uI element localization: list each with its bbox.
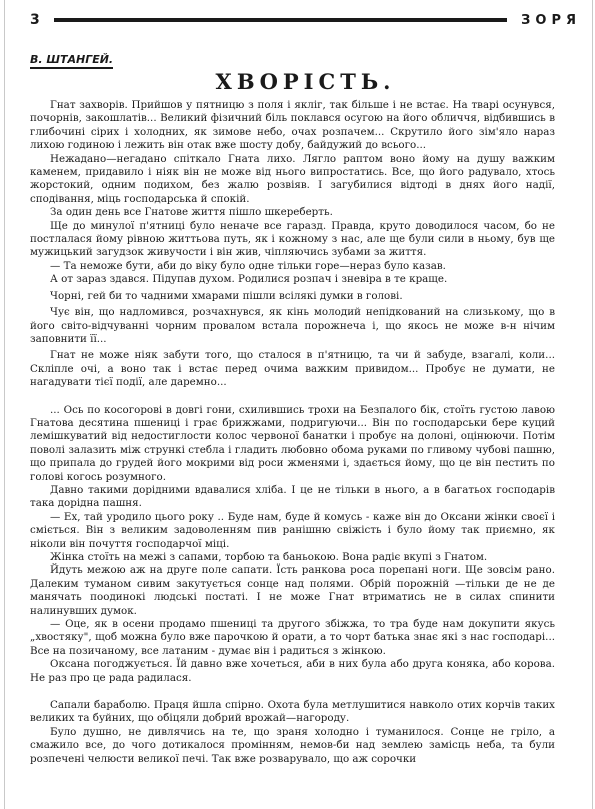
story-body (30, 99, 555, 766)
paragraph: Жінка стоїть на межі з сапами, торбою та баньокою. Вона радіє вкупі з Гнатом. (50, 551, 488, 563)
journal-title: ЗОРЯ (521, 12, 581, 28)
story-title: ХВОРІСТЬ. (215, 69, 396, 94)
header-rule (54, 18, 507, 22)
author-name: В. ШТАНГЕЙ. (30, 53, 113, 69)
story-section-3 (30, 699, 555, 766)
paragraph: Сапали бараболю. Праця йшла спірно. Охота була метлушитися навколо отих корчів таких великих та буйних, що обіцяли добрий врожай—нагороду. (30, 699, 555, 725)
page-edge-line (4, 0, 5, 809)
paragraph: ... Ось по косогорові в довгі гони, схилившись трохи на Безпалого бік, стоїть густою лавою Гнатова десятина пшениці і грає брижжами, подригуючи... Він по господарськи бере куций лемішкуватий від недостиглости колос червоної банатки і пробує на долоні, оцінюючи. Потім поволі залазить між стрункі стебла і гладить любовно обома руками по гливому чубові пашню, що припала до грудей його мокрими від роси жменями і, здається йому, що це він пестить по голові когось розумного. (30, 403, 555, 483)
author-row (30, 48, 581, 66)
paragraph: А от зараз здався. Підупав духом. Родилися розпач і зневіра в те краще. (50, 273, 448, 286)
paragraph: Чує він, що надломився, розчахнувся, як кінь молодий непідкований на слизькому, що в його світо-відчуванні чорним провалом встала порожнеча і, що якось не може в-н нічим заповнити її... (30, 306, 555, 345)
paragraph: Йдуть межою аж на друге поле сапати. Їсть ранкова роса порепані ноги. Ще зовсім рано. Далеким туманом сивим закутується сонце над полями. Обрій порожній —тільки де не де манячать поодинокі людські постаті. І не може Гнат втриматись не в силах спинити налинувших думок. (30, 564, 555, 617)
page-number: 3 (30, 12, 40, 28)
paragraph: Гнат захворів. Прийшов у пятницю з поля і якліг, так більше і не встає. На тварі осунувся, почорнів, закошлатів... Великий фізичний біль поклався осугою на його обличчя, відбившись в глибочині сірих і холодних, як зимове небо, очах розпачем... Скрутило його зім'яло нараз лихою годиною і лежить він отак вже шосту добу, байдужий до всього... (30, 99, 555, 152)
paragraph: Було душно, не дивлячись на те, що зраня холодно і туманилося. Сонце не гріло, а смажило все, до чого дотикалося промінням, немов-би над землею замісць неба, та були розпечені челюсти великої печі. Так вже розварувало, що аж сорочки (30, 725, 555, 765)
paragraph: — Ех, тай уродило цього року .. Буде нам, буде й комусь - каже він до Оксани жінки своєї і сміється. Він з великим задоволенням пив ранішню свіжість і було йому так приємно, як ніколи він почуття господарчої міці. (30, 510, 555, 550)
paragraph: Давно такими дорідними вдавалися хліба. І це не тільки в нього, а в багатьох господарів така дорідна пашня. (30, 483, 555, 510)
story-section-1 (30, 99, 555, 390)
page-edge-line (592, 0, 593, 809)
paragraph: Гнат не може ніяк забути того, що сталося в п'ятницю, та чи й забуде, взагалі, коли... Скліпле очі, а воно так і встає перед очима важким привидом... Пробує не думати, не нагадувати тієї події, але даремно... (30, 349, 555, 389)
paragraph: За один день все Гнатове життя пішло шкереберть. (50, 206, 333, 219)
section-break (30, 685, 555, 699)
paragraph: — Оце, як в осени продамо пшениці та другого збіжжа, то тра буде нам докупити якусь „хвостяку", щоб можна було вже парочкою й орати, а то чорт батька знає які з нас господарі... Все на позичаному, все латаним - думає він і радиться з жінкою. (30, 618, 555, 657)
running-header (30, 10, 581, 30)
section-break (30, 390, 555, 404)
paragraph: Оксана погоджується. Їй давно вже хочеться, аби в них була або друга коняка, або корова. Не раз про це рада радилася. (30, 658, 555, 684)
paragraph: Ще до минулої п'ятниці було неначе все гаразд. Правда, круто доводилося часом, бо не постлалася йому рівною життьова путь, як і кожному з нас, але ще були сили в ньому, був ще мужицький загудзок живучости і він жив, чіпляючись зубами за життя. (30, 219, 555, 259)
paragraph: Нежадано—негадано спіткало Гната лихо. Лягло раптом воно йому на душу важким каменем, придавило і ніяк він не може від нього випростатись. Все, що його радувало, хтось жорстокий, одним подихом, без жалю розвіяв. І загубилися відтоді в днях його надії, сподівання, міць господарська й спокій. (30, 152, 555, 205)
paragraph: Чорні, гей би то чадними хмарами пішли всілякі думки в голові. (50, 289, 403, 302)
story-section-2 (30, 404, 555, 686)
paragraph: — Та неможе бути, аби до віку було одне тільки горе—нераз було казав. (50, 259, 446, 272)
